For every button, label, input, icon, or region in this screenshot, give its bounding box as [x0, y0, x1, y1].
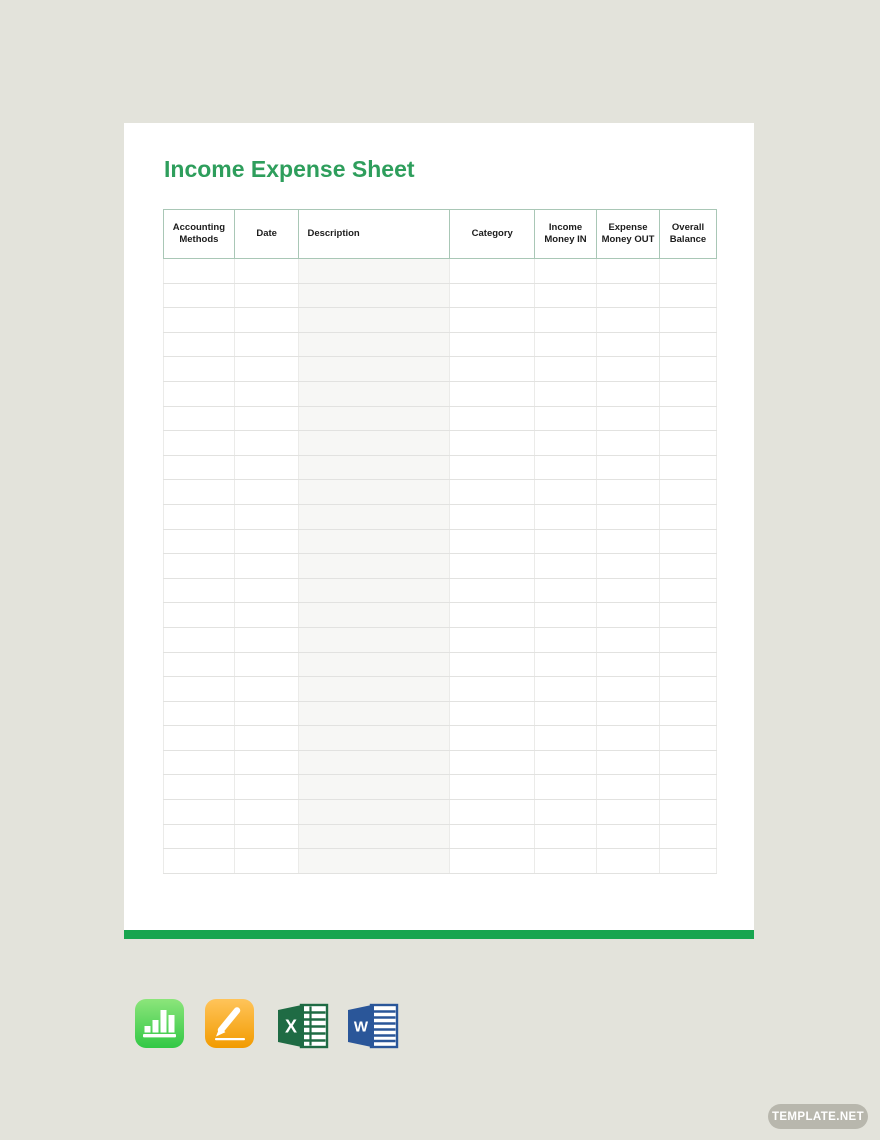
- table-row: [164, 726, 717, 751]
- table-cell-overall-balance: [660, 455, 717, 480]
- table-cell-description: [299, 824, 450, 849]
- table-cell-description: [299, 800, 450, 825]
- pen-glyph: [205, 999, 254, 1048]
- table-cell-expense-money-out: [596, 504, 659, 529]
- table-cell-date: [234, 677, 299, 702]
- table-cell-expense-money-out: [596, 308, 659, 333]
- table-cell-overall-balance: [660, 381, 717, 406]
- table-cell-date: [234, 283, 299, 308]
- table-cell-description: [299, 431, 450, 456]
- table-cell-expense-money-out: [596, 332, 659, 357]
- table-cell-category: [450, 603, 535, 628]
- table-cell-overall-balance: [660, 529, 717, 554]
- table-cell-category: [450, 259, 535, 284]
- table-row: [164, 603, 717, 628]
- table-cell-overall-balance: [660, 283, 717, 308]
- table-cell-expense-money-out: [596, 259, 659, 284]
- table-cell-accounting-methods: [164, 849, 235, 874]
- document-sheet: [124, 123, 754, 939]
- table-cell-date: [234, 603, 299, 628]
- table-cell-income-money-in: [535, 603, 597, 628]
- table-cell-expense-money-out: [596, 750, 659, 775]
- table-cell-income-money-in: [535, 677, 597, 702]
- table-cell-category: [450, 800, 535, 825]
- table-cell-overall-balance: [660, 406, 717, 431]
- table-cell-accounting-methods: [164, 701, 235, 726]
- table-cell-overall-balance: [660, 308, 717, 333]
- table-cell-description: [299, 775, 450, 800]
- table-cell-date: [234, 455, 299, 480]
- table-cell-expense-money-out: [596, 554, 659, 579]
- table-cell-income-money-in: [535, 283, 597, 308]
- table-row: [164, 480, 717, 505]
- table-cell-category: [450, 701, 535, 726]
- table-cell-description: [299, 455, 450, 480]
- table-cell-overall-balance: [660, 554, 717, 579]
- column-header-category: Category: [450, 210, 535, 259]
- table-cell-income-money-in: [535, 554, 597, 579]
- table-cell-description: [299, 480, 450, 505]
- table-cell-expense-money-out: [596, 652, 659, 677]
- table-cell-date: [234, 849, 299, 874]
- table-cell-date: [234, 627, 299, 652]
- table-cell-date: [234, 357, 299, 382]
- table-cell-income-money-in: [535, 504, 597, 529]
- table-cell-income-money-in: [535, 529, 597, 554]
- table-cell-category: [450, 283, 535, 308]
- table-cell-income-money-in: [535, 578, 597, 603]
- table-cell-income-money-in: [535, 406, 597, 431]
- table-cell-category: [450, 529, 535, 554]
- table-cell-overall-balance: [660, 259, 717, 284]
- table-cell-overall-balance: [660, 578, 717, 603]
- table-cell-expense-money-out: [596, 455, 659, 480]
- table-cell-overall-balance: [660, 750, 717, 775]
- table-cell-date: [234, 529, 299, 554]
- table-cell-overall-balance: [660, 726, 717, 751]
- table-cell-description: [299, 726, 450, 751]
- table-cell-category: [450, 431, 535, 456]
- table-cell-accounting-methods: [164, 283, 235, 308]
- table-cell-description: [299, 529, 450, 554]
- table-row: [164, 652, 717, 677]
- table-cell-description: [299, 849, 450, 874]
- table-cell-overall-balance: [660, 504, 717, 529]
- table-cell-date: [234, 824, 299, 849]
- table-cell-category: [450, 824, 535, 849]
- table-row: [164, 529, 717, 554]
- template-net-watermark: [768, 1104, 868, 1129]
- table-cell-income-money-in: [535, 726, 597, 751]
- table-cell-overall-balance: [660, 800, 717, 825]
- table-cell-income-money-in: [535, 431, 597, 456]
- table-cell-overall-balance: [660, 332, 717, 357]
- table-cell-income-money-in: [535, 849, 597, 874]
- table-cell-accounting-methods: [164, 824, 235, 849]
- table-cell-accounting-methods: [164, 381, 235, 406]
- table-cell-accounting-methods: [164, 652, 235, 677]
- spreadsheet-glyph: [274, 1001, 331, 1051]
- table-cell-description: [299, 578, 450, 603]
- table-cell-income-money-in: [535, 332, 597, 357]
- table-cell-category: [450, 406, 535, 431]
- bar-chart-glyph: [135, 999, 184, 1048]
- column-header-overall-balance: Overall Balance: [660, 210, 717, 259]
- table-row: [164, 357, 717, 382]
- table-row: [164, 504, 717, 529]
- table-cell-income-money-in: [535, 381, 597, 406]
- column-header-description: Description: [299, 210, 450, 259]
- table-cell-expense-money-out: [596, 529, 659, 554]
- table-cell-date: [234, 431, 299, 456]
- table-cell-description: [299, 357, 450, 382]
- table-row: [164, 849, 717, 874]
- table-cell-accounting-methods: [164, 578, 235, 603]
- table-row: [164, 750, 717, 775]
- table-cell-income-money-in: [535, 824, 597, 849]
- table-cell-overall-balance: [660, 849, 717, 874]
- table-cell-category: [450, 504, 535, 529]
- table-cell-overall-balance: [660, 824, 717, 849]
- table-row: [164, 677, 717, 702]
- microsoft-excel-icon[interactable]: [274, 1001, 332, 1053]
- table-cell-expense-money-out: [596, 357, 659, 382]
- table-cell-accounting-methods: [164, 308, 235, 333]
- table-cell-accounting-methods: [164, 357, 235, 382]
- table-cell-accounting-methods: [164, 259, 235, 284]
- table-cell-accounting-methods: [164, 332, 235, 357]
- column-header-expense-money-out: Expense Money OUT: [596, 210, 659, 259]
- excel-letter: X: [284, 1016, 298, 1037]
- table-cell-category: [450, 554, 535, 579]
- table-cell-accounting-methods: [164, 627, 235, 652]
- table-cell-date: [234, 726, 299, 751]
- table-cell-accounting-methods: [164, 504, 235, 529]
- table-row: [164, 701, 717, 726]
- footer-accent-bar: [124, 930, 754, 939]
- table-cell-date: [234, 701, 299, 726]
- table-cell-category: [450, 849, 535, 874]
- table-cell-date: [234, 554, 299, 579]
- table-cell-expense-money-out: [596, 603, 659, 628]
- apple-numbers-icon[interactable]: [135, 999, 193, 1051]
- table-cell-description: [299, 406, 450, 431]
- table-cell-overall-balance: [660, 603, 717, 628]
- table-cell-date: [234, 504, 299, 529]
- table-cell-expense-money-out: [596, 800, 659, 825]
- table-cell-expense-money-out: [596, 578, 659, 603]
- table-row: [164, 800, 717, 825]
- table-cell-category: [450, 455, 535, 480]
- table-cell-overall-balance: [660, 627, 717, 652]
- table-cell-category: [450, 308, 535, 333]
- table-cell-description: [299, 677, 450, 702]
- column-header-income-money-in: Income Money IN: [535, 210, 597, 259]
- table-cell-overall-balance: [660, 677, 717, 702]
- table-cell-date: [234, 406, 299, 431]
- table-cell-overall-balance: [660, 480, 717, 505]
- table-cell-expense-money-out: [596, 726, 659, 751]
- table-cell-accounting-methods: [164, 431, 235, 456]
- table-cell-overall-balance: [660, 775, 717, 800]
- table-row: [164, 431, 717, 456]
- table-cell-date: [234, 381, 299, 406]
- table-row: [164, 259, 717, 284]
- table-cell-category: [450, 652, 535, 677]
- table-row: [164, 824, 717, 849]
- table-cell-date: [234, 259, 299, 284]
- table-cell-description: [299, 701, 450, 726]
- table-cell-category: [450, 627, 535, 652]
- table-cell-expense-money-out: [596, 677, 659, 702]
- table-cell-accounting-methods: [164, 775, 235, 800]
- table-row: [164, 308, 717, 333]
- table-cell-overall-balance: [660, 652, 717, 677]
- table-cell-income-money-in: [535, 701, 597, 726]
- table-cell-description: [299, 652, 450, 677]
- table-cell-income-money-in: [535, 308, 597, 333]
- table-cell-expense-money-out: [596, 406, 659, 431]
- table-cell-accounting-methods: [164, 406, 235, 431]
- column-header-accounting-methods: Accounting Methods: [164, 210, 235, 259]
- table-cell-income-money-in: [535, 750, 597, 775]
- table-cell-accounting-methods: [164, 677, 235, 702]
- table-cell-category: [450, 357, 535, 382]
- table-row: [164, 406, 717, 431]
- table-cell-description: [299, 308, 450, 333]
- income-expense-table: [163, 209, 717, 874]
- table-row: [164, 332, 717, 357]
- table-body: [164, 259, 717, 874]
- table-cell-description: [299, 554, 450, 579]
- table-cell-category: [450, 332, 535, 357]
- table-cell-date: [234, 750, 299, 775]
- document-title: Income Expense Sheet: [164, 156, 415, 182]
- table-row: [164, 627, 717, 652]
- table-cell-accounting-methods: [164, 603, 235, 628]
- table-cell-expense-money-out: [596, 701, 659, 726]
- table-cell-accounting-methods: [164, 750, 235, 775]
- table-cell-category: [450, 775, 535, 800]
- table-cell-income-money-in: [535, 357, 597, 382]
- table-cell-expense-money-out: [596, 283, 659, 308]
- table-cell-accounting-methods: [164, 800, 235, 825]
- table-cell-expense-money-out: [596, 627, 659, 652]
- table-row: [164, 554, 717, 579]
- table-cell-expense-money-out: [596, 824, 659, 849]
- table-row: [164, 283, 717, 308]
- table-cell-income-money-in: [535, 480, 597, 505]
- table-row: [164, 455, 717, 480]
- table-cell-expense-money-out: [596, 775, 659, 800]
- table-cell-overall-balance: [660, 431, 717, 456]
- table-row: [164, 775, 717, 800]
- table-cell-date: [234, 578, 299, 603]
- table-cell-category: [450, 677, 535, 702]
- table-cell-accounting-methods: [164, 554, 235, 579]
- table-cell-category: [450, 578, 535, 603]
- table-cell-accounting-methods: [164, 726, 235, 751]
- table-cell-description: [299, 283, 450, 308]
- table-cell-description: [299, 603, 450, 628]
- table-cell-date: [234, 775, 299, 800]
- table-cell-description: [299, 259, 450, 284]
- table-cell-expense-money-out: [596, 480, 659, 505]
- table-cell-description: [299, 750, 450, 775]
- table-cell-date: [234, 308, 299, 333]
- table-cell-category: [450, 750, 535, 775]
- table-cell-expense-money-out: [596, 849, 659, 874]
- table-cell-category: [450, 726, 535, 751]
- table-cell-accounting-methods: [164, 529, 235, 554]
- table-cell-date: [234, 332, 299, 357]
- table-cell-income-money-in: [535, 800, 597, 825]
- table-header-row: [164, 210, 717, 259]
- table-cell-income-money-in: [535, 259, 597, 284]
- table-cell-income-money-in: [535, 775, 597, 800]
- table-cell-overall-balance: [660, 357, 717, 382]
- table-cell-overall-balance: [660, 701, 717, 726]
- table-cell-income-money-in: [535, 627, 597, 652]
- watermark-label: TEMPLATE.NET: [771, 1110, 865, 1123]
- microsoft-word-icon[interactable]: [344, 1001, 402, 1053]
- table-cell-expense-money-out: [596, 431, 659, 456]
- table-cell-description: [299, 627, 450, 652]
- table-cell-expense-money-out: [596, 381, 659, 406]
- word-letter: W: [353, 1018, 369, 1036]
- table-row: [164, 578, 717, 603]
- apple-pages-icon[interactable]: [205, 999, 263, 1051]
- table-cell-income-money-in: [535, 652, 597, 677]
- column-header-date: Date: [234, 210, 299, 259]
- table-row: [164, 381, 717, 406]
- table-cell-category: [450, 480, 535, 505]
- table-cell-description: [299, 332, 450, 357]
- table-cell-description: [299, 381, 450, 406]
- table-cell-date: [234, 652, 299, 677]
- document-glyph: [344, 1001, 401, 1051]
- table-cell-category: [450, 381, 535, 406]
- table-cell-income-money-in: [535, 455, 597, 480]
- table-cell-date: [234, 480, 299, 505]
- table-cell-date: [234, 800, 299, 825]
- table-cell-description: [299, 504, 450, 529]
- table-cell-accounting-methods: [164, 455, 235, 480]
- table-cell-accounting-methods: [164, 480, 235, 505]
